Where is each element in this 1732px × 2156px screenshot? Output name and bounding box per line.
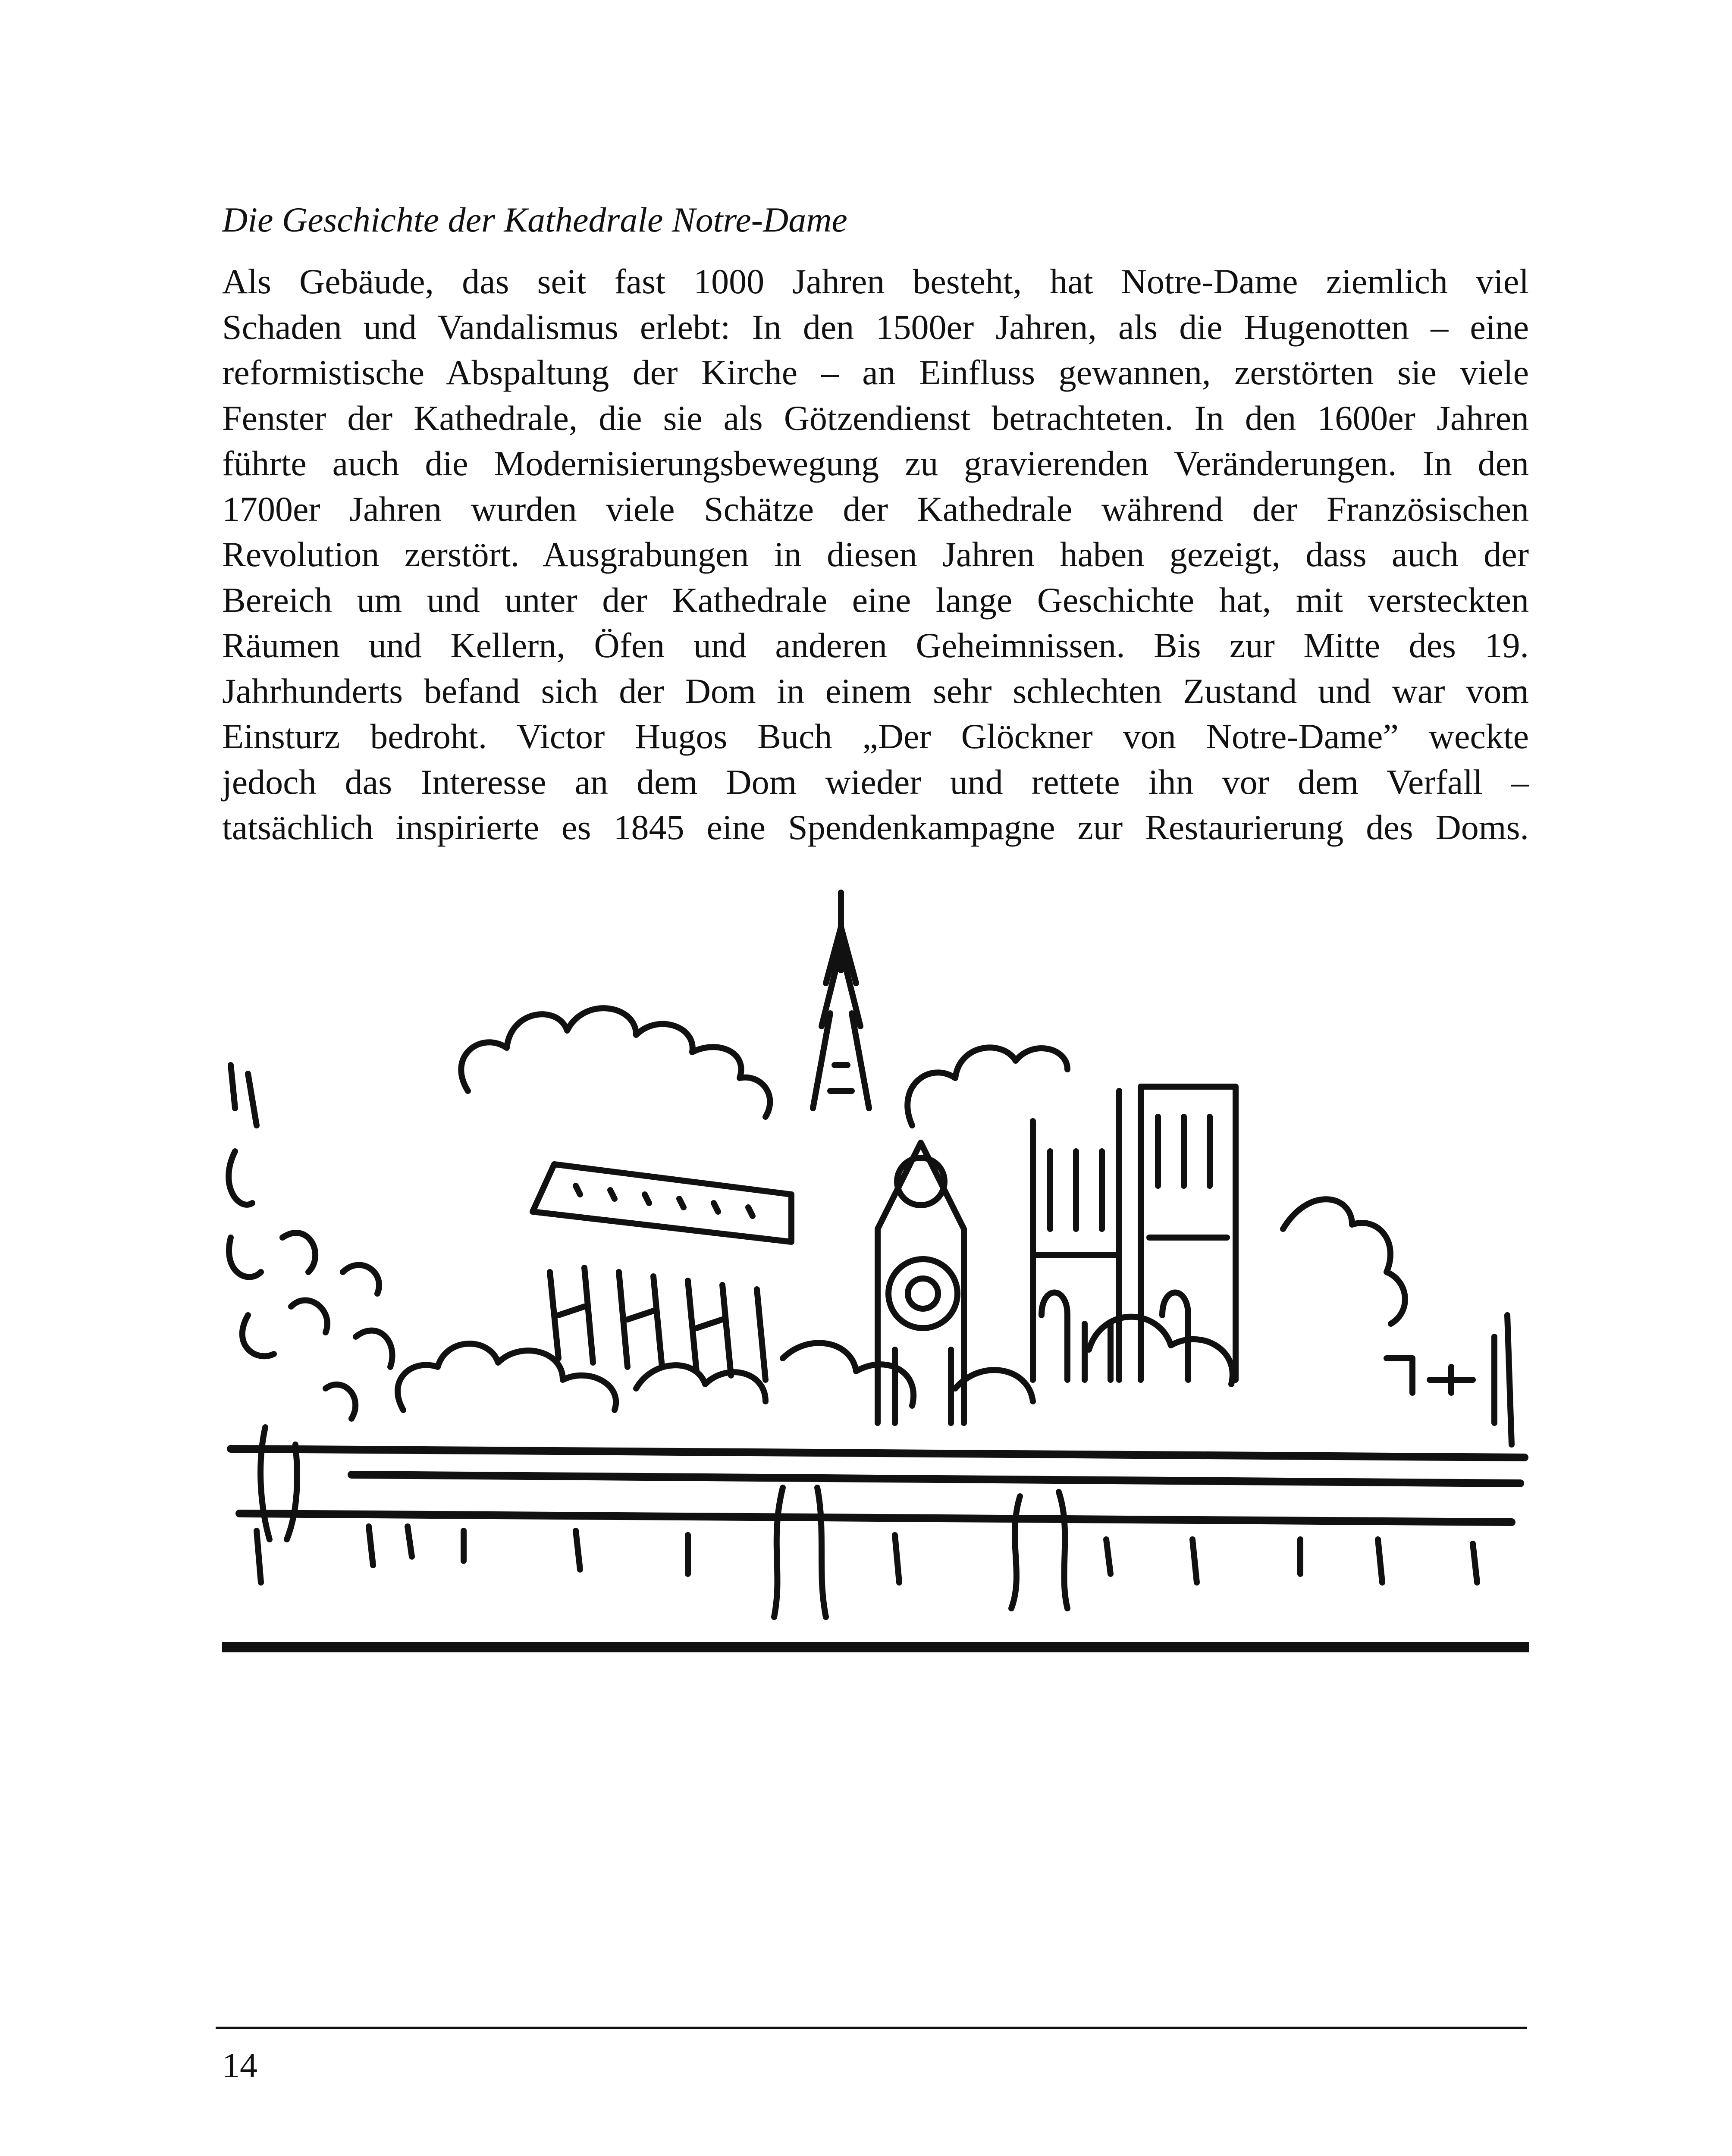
paragraph-line: Revolution zerstört. Ausgrabungen in diesen Jahren haben gezeigt, dass auch der [222, 535, 1529, 574]
tree-left-trunk [260, 1427, 297, 1539]
paragraph-line: Fenster der Kathedrale, die sie als Götzendienst betrachteten. In den 1600er Jahren [222, 398, 1529, 438]
paragraph-line: 1700er Jahren wurden viele Schätze der Kathedrale während der Französischen [222, 489, 1529, 529]
paragraph-line: Als Gebäude, das seit fast 1000 Jahren besteht, hat Notre-Dame ziemlich viel [222, 262, 1529, 301]
paragraph-line: führte auch die Modernisierungsbewegung zu gravierenden Veränderungen. In den [222, 444, 1529, 483]
paragraph-line: reformistische Abspaltung der Kirche – an Einfluss gewannen, zerstörten sie viele [222, 353, 1529, 392]
page-number: 14 [222, 2046, 257, 2085]
tree-left-large [229, 1065, 392, 1419]
west-towers [1033, 1087, 1236, 1380]
paragraph-line: Schaden und Vandalismus erlebt: In den 1500er Jahren, als die Hugenotten – eine [222, 307, 1529, 347]
paragraph-line: Einsturz bedroht. Victor Hugos Buch „Der Glöckner von Notre-Dame” weckte [222, 717, 1529, 756]
rose-window-lower [888, 1259, 957, 1328]
foreground-trees-center [398, 1317, 1233, 1410]
section-heading: Die Geschichte der Kathedrale Notre-Dame [222, 200, 847, 239]
paragraph-line: Jahrhunderts befand sich der Dom in einem sehr schlechten Zustand und war vom [222, 671, 1529, 711]
nave-buttresses [550, 1268, 766, 1380]
embankment-wall [231, 1449, 1525, 1522]
footer-divider [216, 2027, 1527, 2029]
paragraph-line: tatsächlich inspirierte es 1845 eine Spendenkampagne zur Restaurierung des Doms. [222, 808, 1529, 847]
spire [813, 893, 869, 1108]
body-paragraph [222, 259, 1529, 850]
paragraph-line: Bereich um und unter der Kathedrale eine lange Geschichte hat, mit versteckten [222, 580, 1529, 620]
nave-roof [533, 1164, 791, 1242]
tree-trunks [774, 1488, 1067, 1617]
right-buildings [1387, 1315, 1512, 1445]
tree-canopy-left [461, 1008, 770, 1117]
paragraph-line: Räumen und Kellern, Öfen und anderen Geheimnissen. Bis zur Mitte des 19. [222, 626, 1529, 665]
paragraph-line: jedoch das Interesse an dem Dom wieder und rettete ihn vor dem Verfall – [222, 762, 1529, 802]
notre-dame-line-drawing [222, 884, 1529, 1923]
embankment-posts [257, 1526, 1477, 1583]
